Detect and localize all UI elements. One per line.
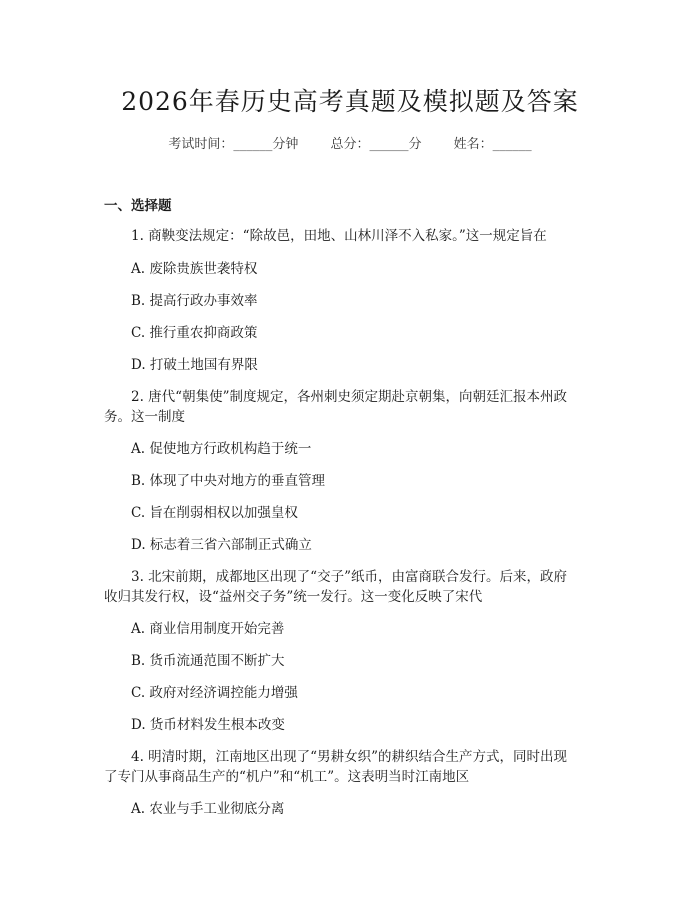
question-3-option-a: A. 商业信用制度开始完善 (131, 621, 285, 637)
exam-meta (0, 133, 700, 152)
question-1-option-b: B. 提高行政办事效率 (131, 293, 258, 309)
question-4-stem-cont: 了专门从事商品生产的“机户”和“机工”。这表明当时江南地区 (104, 769, 470, 785)
question-3-option-d: D. 货币材料发生根本改变 (131, 717, 285, 733)
exam-time: 考试时间：______分钟 (168, 137, 299, 152)
question-1-option-a: A. 废除贵族世袭特权 (131, 261, 258, 277)
question-2-option-b: B. 体现了中央对地方的垂直管理 (131, 473, 326, 489)
page-title: 2026年春历史高考真题及模拟题及答案 (121, 87, 579, 116)
question-4-stem: 4. 明清时期，江南地区出现了“男耕女织”的耕织结合生产方式，同时出现 (131, 749, 567, 765)
section-title: 一、选择题 (104, 198, 172, 214)
question-3-option-c: C. 政府对经济调控能力增强 (131, 685, 298, 701)
question-3-option-b: B. 货币流通范围不断扩大 (131, 653, 285, 669)
question-2-option-c: C. 旨在削弱相权以加强皇权 (131, 505, 298, 521)
question-2-option-a: A. 促使地方行政机构趋于统一 (131, 441, 312, 457)
question-1-option-d: D. 打破土地国有界限 (131, 357, 258, 373)
student-name: 姓名：______ (453, 137, 532, 152)
question-2-option-d: D. 标志着三省六部制正式确立 (131, 537, 312, 553)
question-2-stem-cont: 务。这一制度 (104, 409, 185, 425)
question-2-stem: 2. 唐代“朝集使”制度规定，各州刺史须定期赴京朝集，向朝廷汇报本州政 (131, 389, 567, 405)
total-score: 总分：______分 (330, 137, 422, 152)
question-3-stem: 3. 北宋前期，成都地区出现了“交子”纸币，由富商联合发行。后来，政府 (131, 569, 567, 585)
question-3-stem-cont: 收归其发行权，设“益州交子务”统一发行。这一变化反映了宋代 (104, 589, 483, 605)
question-1-stem: 1. 商鞅变法规定：“除故邑，田地、山林川泽不入私家。”这一规定旨在 (131, 228, 547, 244)
question-4-option-a: A. 农业与手工业彻底分离 (131, 801, 285, 817)
question-1-option-c: C. 推行重农抑商政策 (131, 325, 258, 341)
